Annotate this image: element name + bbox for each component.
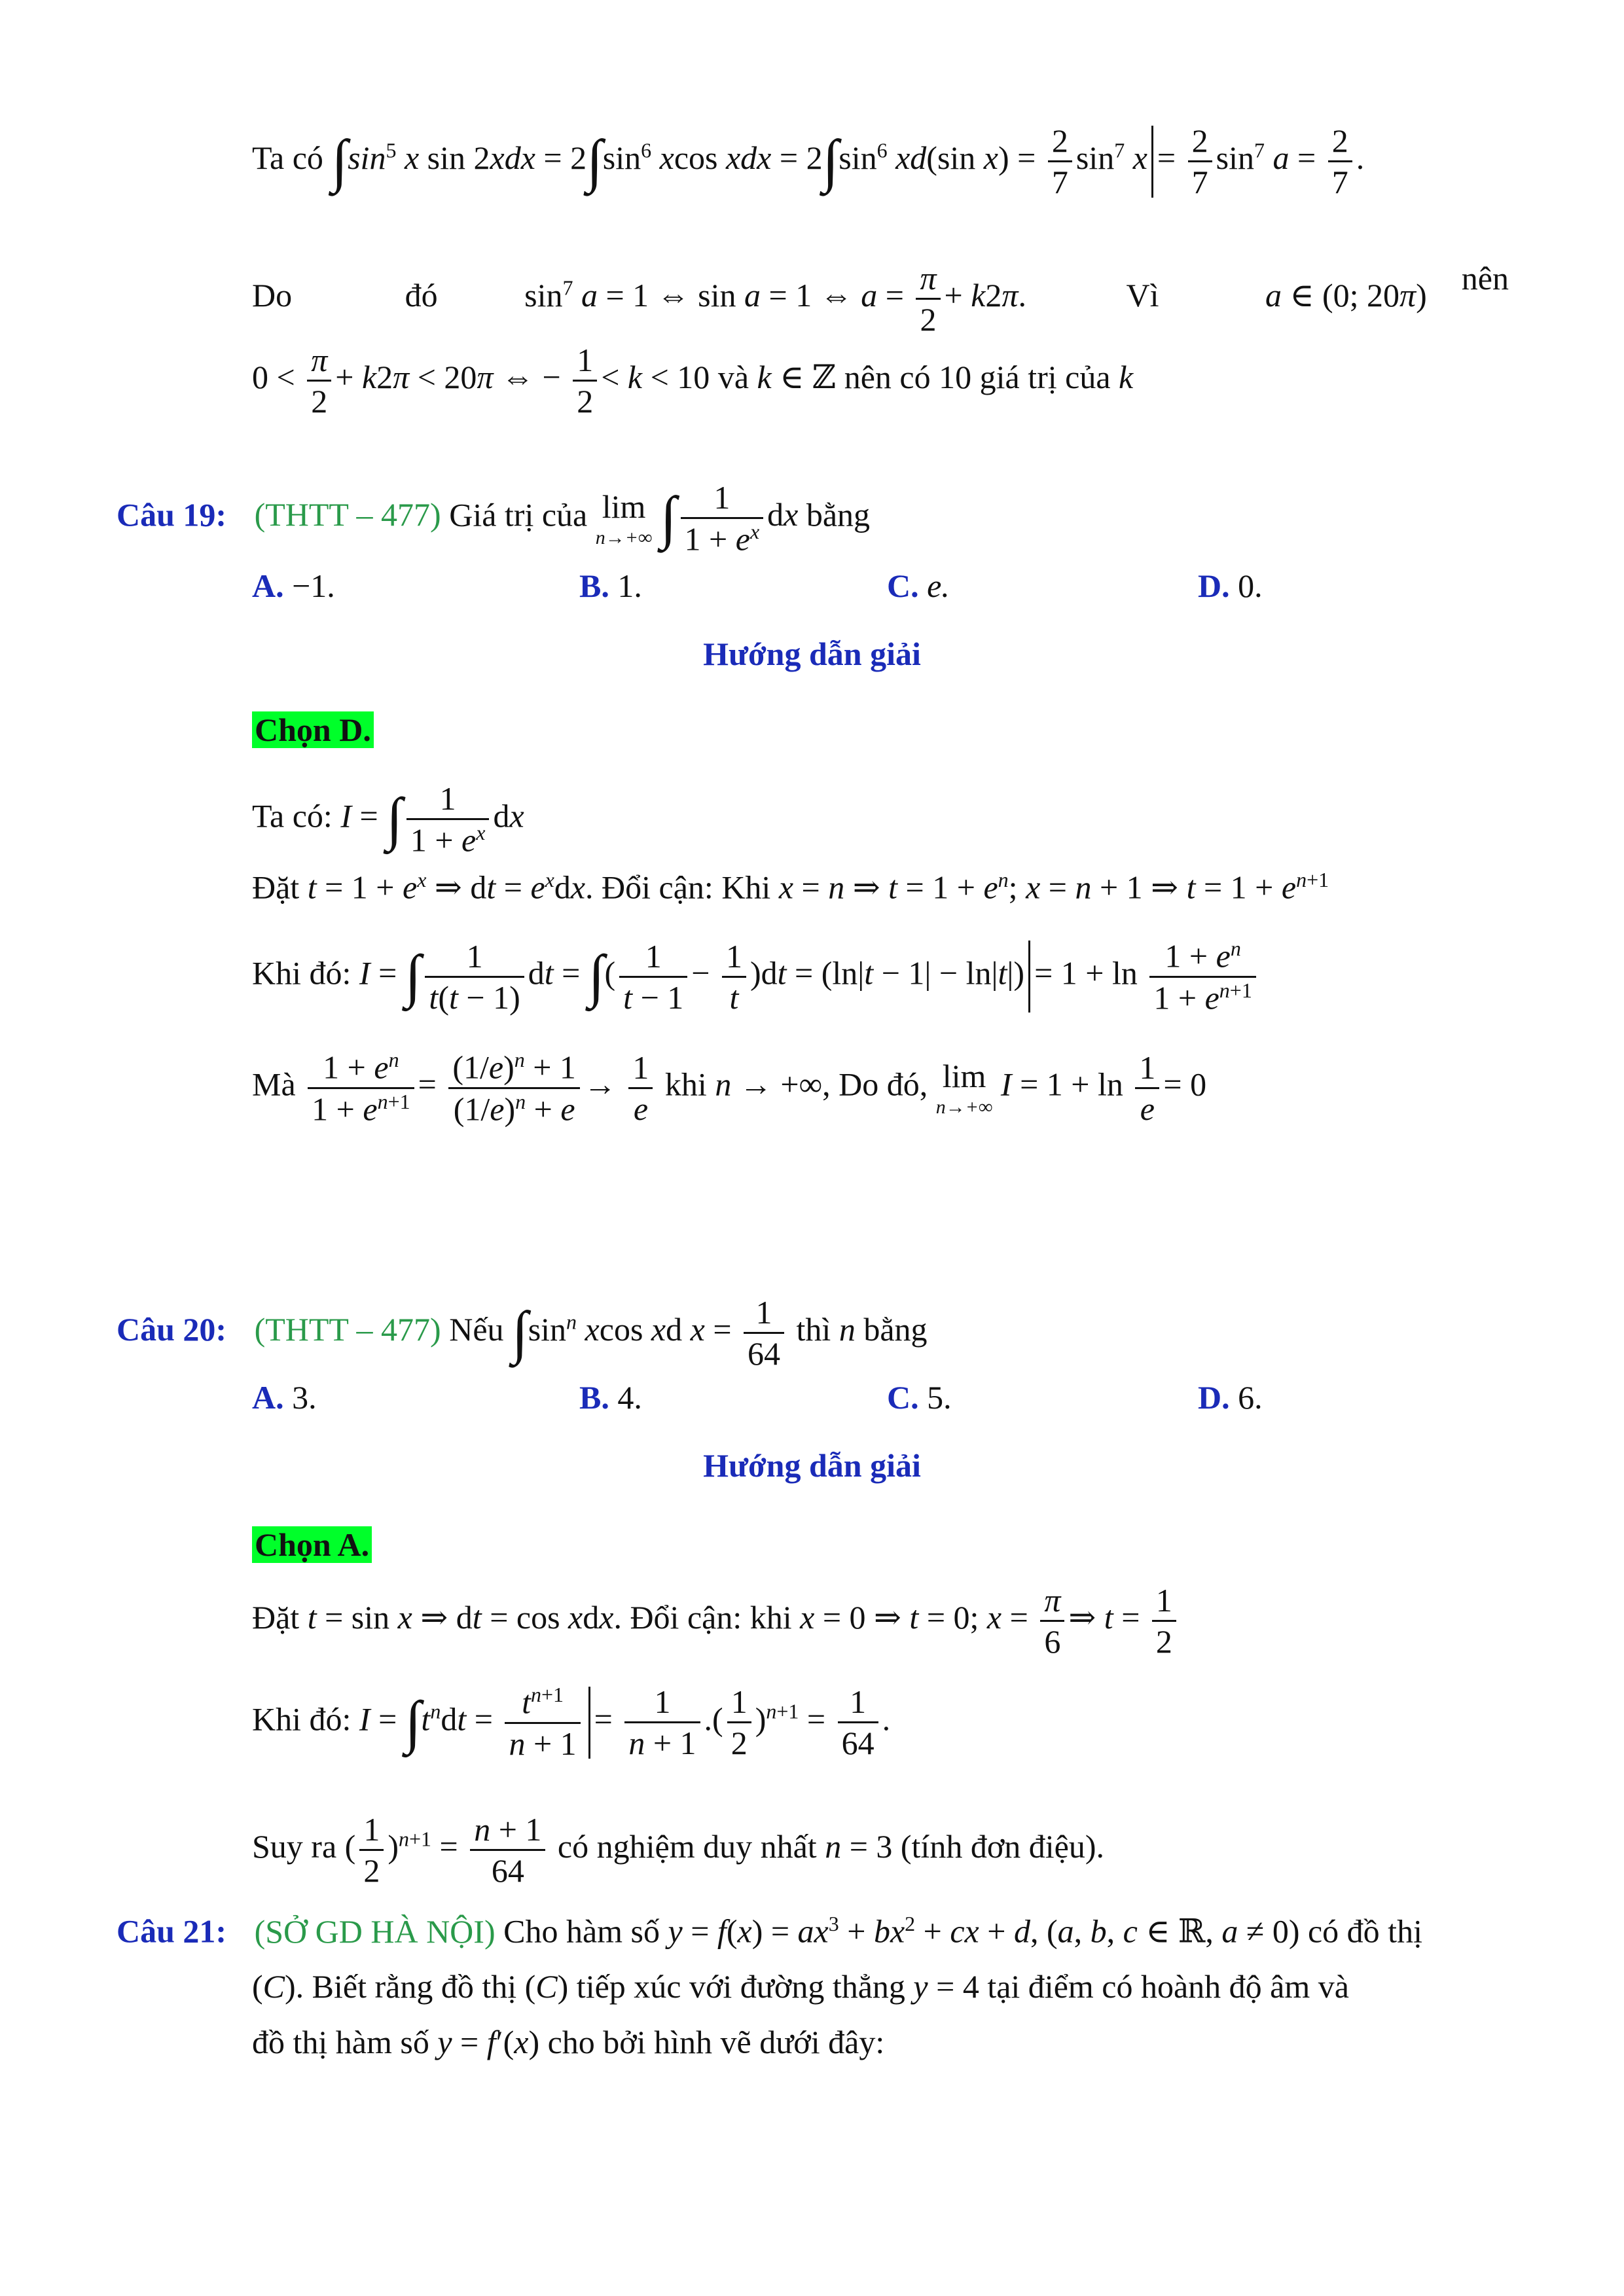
q21-text1: Cho hàm số <box>503 1912 660 1950</box>
formula-a-range: a ∈ (0; 20π) <box>1265 276 1427 314</box>
q20-option-a: A. 3. <box>252 1379 317 1416</box>
intro-do2: đó <box>405 276 438 314</box>
intro-line-1 <box>252 121 1364 202</box>
q19-step-2-text-b: . Đổi cận: Khi <box>585 869 771 906</box>
q20-tail2: bằng <box>863 1310 928 1348</box>
q21-line2b: tiếp xúc với đường thẳng <box>576 1968 905 2005</box>
q20-choose-line <box>252 1525 372 1564</box>
q19-guide-heading: Hướng dẫn giải <box>703 636 921 672</box>
q21-label: Câu 21: <box>117 1912 227 1950</box>
q19-step-2-text-a: Đặt <box>252 869 300 906</box>
q19-source: (THTT – 477) <box>254 496 441 533</box>
q20-line: Câu 20: (THTT – 477) Nếu $\int\sin^n$ xcos xd x = $\frac{1}{64}$ thì n bằng <box>117 1294 928 1372</box>
q19-option-b: B. 1. <box>579 567 642 604</box>
q19-choose-badge: Chọn D. <box>252 711 374 748</box>
q21-source: (SỞ GD HÀ NỘI) <box>254 1912 496 1950</box>
q19-step-4-text-b: khi <box>664 1066 707 1103</box>
q21-line3b: cho bởi hình vẽ dưới đây: <box>547 2024 885 2060</box>
q20-option-b: B. 4. <box>579 1379 642 1416</box>
q20-step-3-text-c: (tính đơn điệu). <box>900 1827 1104 1865</box>
q21-line2c: tại điểm có hoành độ âm và <box>987 1968 1349 2005</box>
formula-k-range: 0 < $\frac{\pi}{2}$ + k2π < 20π ⇔ − $\frac{1}{2}$ < k < 10 <box>252 342 710 420</box>
q21-line2a: . Biết rằng đồ thị <box>295 1968 517 2005</box>
q20-step-2: Khi đó: $I = \int t^ndt$ = $\frac{t^{n+1}}{n + 1}$ = $\frac{1}{n + 1}$ .( $\frac{1}{2}$ )$^{n+1}$ = $\frac{1}{64}$ . <box>252 1683 891 1762</box>
q21-line-3: đồ thị hàm số y = f′(x) cho bởi hình vẽ dưới đây: <box>252 2024 885 2060</box>
q19-text: Giá trị của <box>449 496 588 533</box>
q21-line-2: (C). Biết rằng đồ thị (C) tiếp xúc với đường thẳng y = 4 tại điểm có hoành độ âm và <box>252 1968 1349 2005</box>
q20-guide-heading: Hướng dẫn giải <box>703 1447 921 1484</box>
q19-step-4-text-c: , Do đó, <box>822 1066 928 1103</box>
q20-option-d: D. 6. <box>1198 1379 1263 1416</box>
q19-step-1-text: Ta có: <box>252 797 333 834</box>
q20-step-3-text-b: có nghiệm duy nhất <box>557 1827 817 1865</box>
formula-sin7: $\sin^7 a = 1$ ⇔ sin a = 1 ⇔ a = $\frac{\pi}{2}$ + k2π. <box>524 260 1026 338</box>
intro-tail: nên có 10 giá trị của <box>844 358 1111 395</box>
intro-vi: Vì <box>1126 276 1159 314</box>
q20-step-1: Đặt t = sin x ⇒ dt = cos xdx. Đổi cận: khi x = 0 ⇒ t = 0; x = $\frac{\pi}{6}$ ⇒ t = $\frac{1}{2}$ <box>252 1581 1180 1661</box>
q19-option-d: D. 0. <box>1198 567 1263 604</box>
intro-va: và <box>717 358 749 395</box>
q20-step-3: Suy ra ( $\frac{1}{2}$ )$^{n+1}$ = $\frac{n + 1}{64}$ có nghiệm duy nhất n = 3 (tính đơn điệu). <box>252 1811 1104 1889</box>
q19-step-3: Khi đó: I = ∫ $\frac{1}{t(t - 1)}$ dt = ∫( $\frac{1}{t - 1}$ − $\frac{1}{t}$ )dt = (ln|t − 1| − ln|t|) = 1 + ln $\frac{1 + e^n}{1 + e^{n+1}}$ <box>252 936 1260 1017</box>
intro-nen: nên <box>1461 260 1509 296</box>
q20-source: (THTT – 477) <box>254 1310 441 1348</box>
q19-step-1: Ta có: I = ∫ $\frac{1}{1 + e^x}$ dx <box>252 780 524 859</box>
q20-step-2-text: Khi đó: <box>252 1700 352 1738</box>
formula-integral-sin5: $\int\sin^5$ x $\sin 2xdx = 2\int\sin^6$ xcos xdx = $2\int\sin^6$ xd(sin x) = $\frac{2}{7}$ $\sin^7 x$ = $\frac{2}{7}$ $\sin^7 a$ = $\frac{2}{7}$ . <box>331 122 1365 200</box>
q21-line-1: Câu 21: (SỞ GD HÀ NỘI) Cho hàm số $y = f(x) = ax^3 + bx^2$ + cx + d, (a, b, c ∈ ℝ, a ≠ 0) có đồ thị <box>117 1912 1422 1950</box>
q21-text2: có đồ thị <box>1307 1912 1422 1950</box>
q20-text: Nếu <box>449 1310 504 1348</box>
q19-step-3-text: Khi đó: <box>252 954 352 992</box>
q20-step-1-text-a: Đặt <box>252 1598 300 1636</box>
q20-choose-badge: Chọn A. <box>252 1526 372 1563</box>
q19-label: Câu 19: <box>117 496 227 533</box>
intro-line-3: 0 < $\frac{\pi}{2}$ + k2π < 20π ⇔ − $\frac{1}{2}$ < k < 10 và k ∈ ℤ nên có 10 giá trị của k <box>252 342 1134 420</box>
q20-step-1-text-b: . Đổi cận: khi <box>613 1598 792 1636</box>
intro-do: Do <box>252 276 293 314</box>
q20-option-c: C. 5. <box>887 1379 952 1416</box>
formula-q20: $\int\sin^n$ xcos xd x = $\frac{1}{64}$ <box>512 1311 796 1348</box>
q20-step-3-text-a: Suy ra <box>252 1827 337 1865</box>
q20-tail1: thì <box>796 1310 831 1348</box>
q19-tail: bằng <box>806 496 871 533</box>
q19-option-a: A. −1. <box>252 567 335 604</box>
q19-step-2: Đặt $t = 1 + e^x$ ⇒ dt = $e^xdx$. Đổi cận: Khi x = n ⇒ $t = 1 + e^n$; x = n + 1 ⇒ $t = 1 + e^{n+1}$ <box>252 868 1329 906</box>
formula-q19-limit: lim n→+∞ ∫ $\frac{1}{1 + e^x}$ dx <box>595 479 799 558</box>
q19-option-c: C. e. <box>887 567 950 604</box>
q19-step-4-text-a: Mà <box>252 1066 296 1103</box>
q19-choose-line <box>252 710 374 749</box>
intro-line-2 <box>252 259 1509 339</box>
q19-step-4: Mà $\frac{1 + e^n}{1 + e^{n+1}}$ = $\frac{(1/e)^n + 1}{(1/e)^n + e}$ → $\frac{1}{e}$ khi n → +∞, Do đó, lim n→+∞ I = 1 + ln $\frac{1}{e}$ = 0 <box>252 1048 1207 1128</box>
q19-line <box>117 478 870 559</box>
q21-line3a: đồ thị hàm số <box>252 2024 429 2060</box>
intro-ta-co: Ta có <box>252 139 323 176</box>
formula-k-in: k ∈ ℤ <box>757 358 837 395</box>
q20-label: Câu 20: <box>117 1310 227 1348</box>
